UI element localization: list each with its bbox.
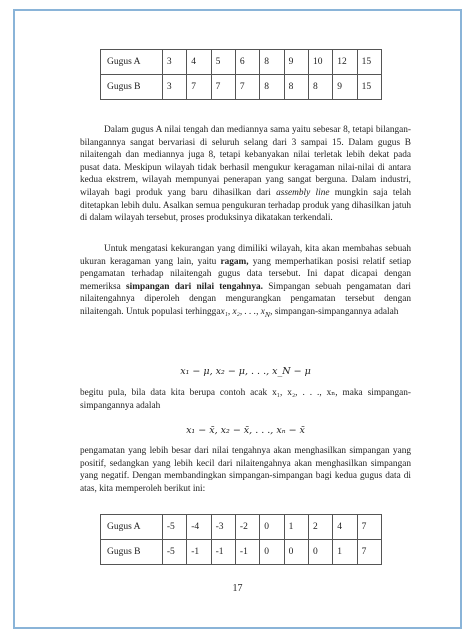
bold-term: ragam, xyxy=(220,256,249,267)
table-row xyxy=(101,50,382,75)
bold-term: simpangan dari nilai tengahnya. xyxy=(126,281,263,292)
table-cell: 0 xyxy=(308,540,332,565)
table-cell: 7 xyxy=(187,75,211,100)
table-cell: 3 xyxy=(162,50,186,75)
table-cell: 0 xyxy=(284,540,308,565)
row-label: Gugus A xyxy=(101,50,163,75)
table-row xyxy=(101,515,382,540)
row-label: Gugus B xyxy=(101,540,163,565)
formula-sample-deviations: x₁ − x̄, x₂ − x̄, . . ., xₙ − x̄ xyxy=(186,425,305,436)
page-number: 17 xyxy=(232,583,243,594)
table-cell: -5 xyxy=(162,515,186,540)
paragraph-variance-intro xyxy=(80,243,411,321)
paragraph-text: Untuk mengatasi kekurangan yang dimiliki wilayah, kita akan membahas sebuah ukuran keragaman yang lain, yaitu xyxy=(80,244,411,267)
table-row xyxy=(101,540,382,565)
table-cell: 2 xyxy=(308,515,332,540)
table-cell: 8 xyxy=(308,75,332,100)
table-cell: 1 xyxy=(333,540,357,565)
table-cell: 7 xyxy=(357,540,381,565)
row-label: Gugus A xyxy=(101,515,163,540)
table-cell: -4 xyxy=(187,515,211,540)
table-cell: 8 xyxy=(260,75,284,100)
table-cell: 5 xyxy=(211,50,235,75)
table-row xyxy=(101,75,382,100)
table-cell: -1 xyxy=(235,540,259,565)
table-cell: 0 xyxy=(260,515,284,540)
paragraph-text: Simpangan sebuah pengamatan dari nilaitengahnya diperoleh dengan mengurangkan pengamatan tersebut dengan nilaitengah. Untuk populasi terhingga xyxy=(80,281,411,317)
paragraph-text: yang memperhatikan posisi relatif setiap pengamatan terhadap nilaitengah gugus data tersebut. Ini dapat dicapai dengan memeriksa xyxy=(80,256,411,292)
data-table-values xyxy=(100,49,382,100)
deviation-table xyxy=(100,514,382,565)
table-cell: 4 xyxy=(333,515,357,540)
table-cell: 3 xyxy=(162,75,186,100)
table-cell: -3 xyxy=(211,515,235,540)
table-cell: 6 xyxy=(235,50,259,75)
table-cell: 9 xyxy=(333,75,357,100)
table-cell: 1 xyxy=(284,515,308,540)
table-cell: 15 xyxy=(357,75,381,100)
table-cell: 15 xyxy=(357,50,381,75)
table-cell: 9 xyxy=(284,50,308,75)
table-cell: -2 xyxy=(235,515,259,540)
table-cell: -1 xyxy=(211,540,235,565)
paragraph-sample-deviations: begitu pula, bila data kita berupa contoh acak x₁, x₂, . . ., xₙ, maka simpangan-simpangannya adalah xyxy=(80,388,411,411)
table-cell: 8 xyxy=(260,50,284,75)
paragraph-deviation-comparison: pengamatan yang lebih besar dari nilai tengahnya akan menghasilkan simpangan yang positif, sedangkan yang lebih kecil dari nilaitengahnya akan menghasilkan simpangan yang negatif. Dengan membandingkan simpangan-simpangan bagi kedua gugus data di atas, kita memperoleh berikut ini: xyxy=(80,446,411,494)
table-cell: 7 xyxy=(211,75,235,100)
paragraph-range-explanation xyxy=(80,124,411,225)
table-cell: -1 xyxy=(187,540,211,565)
paragraph-text: mungkin saja telah ditetapkan lebih dulu. Asalkan semua pengukuran terhadap produk yang dihasilkan jatuh di dalam wilayah tersebut, proses produksinya dikatakan terkendali. xyxy=(80,187,411,224)
inline-math: x₁, x₂, . . ., $x_N$ xyxy=(220,306,271,319)
paragraph-text: Dalam gugus A nilai tengah dan mediannya sama yaitu sebesar 8, tetapi bilangan-bilangannya sangat bervariasi di seluruh selang dari 3 sampai 15. Dalam gugus B nilaitengah dan mediannya juga 8, tetapi kebanyakan nilai terletak lebih dekat pada pusat data. Meskipun wilayah tidak berhasil mengukur keragaman nilai-nilai di antara kedua ekstrem, wilayah mempunyai penerapan yang sangat berguna. Dalam industri, wilayah bagi produk yang baru dihasilkan dari xyxy=(80,125,411,198)
table-cell: 12 xyxy=(333,50,357,75)
table-cell: 7 xyxy=(235,75,259,100)
table-cell: 4 xyxy=(187,50,211,75)
italic-term: assembly line xyxy=(276,187,330,198)
formula-population-deviations: x₁ − μ, x₂ − μ, . . ., x_N − μ xyxy=(180,366,311,377)
table-cell: 8 xyxy=(284,75,308,100)
table-cell: 10 xyxy=(308,50,332,75)
table-cell: 0 xyxy=(260,540,284,565)
table-cell: 7 xyxy=(357,515,381,540)
paragraph-text: , simpangan-simpangannya adalah xyxy=(270,306,399,317)
table-cell: -5 xyxy=(162,540,186,565)
row-label: Gugus B xyxy=(101,75,163,100)
